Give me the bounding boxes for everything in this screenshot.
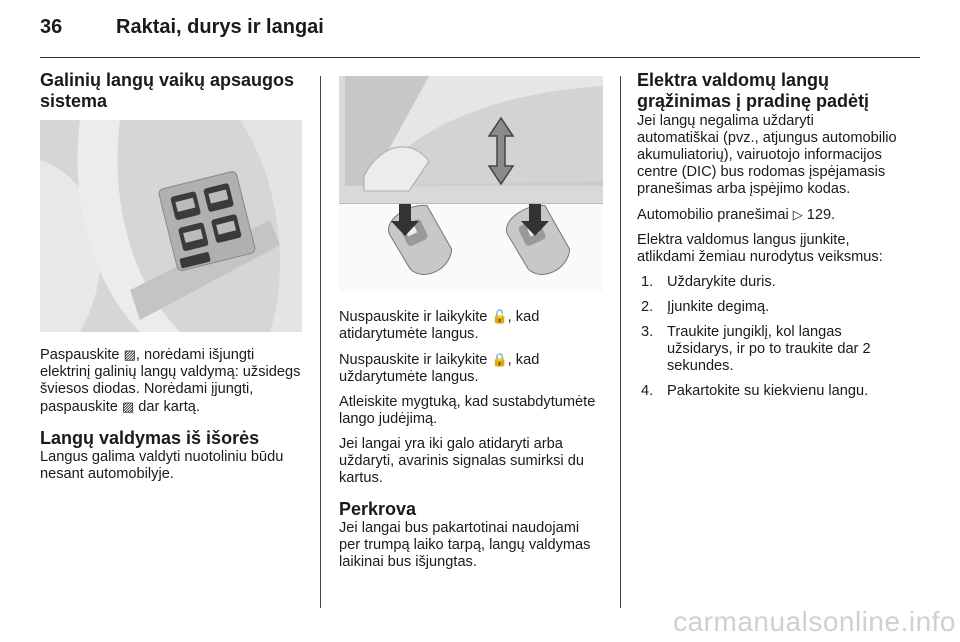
page-number: 36 [40,16,63,38]
column-1 [40,70,304,491]
window-lock-icon: ▨ [123,347,136,362]
paragraph-hazard-flash: Jei langai yra iki galo atidaryti arba uždaryti, avarinis signalas sumirksi du kartus. [339,436,584,486]
paragraph-child-lock: Paspauskite ▨, norėdami išjungti elektrinį galinių langų valdymą: užsidegs šviesos diodas. Norėdami įjungti, paspauskite ▨ dar kartą. [40,347,301,415]
section-heading-remote-control: Langų valdymas iš išorės [40,428,260,448]
paragraph-reset-warning: Jei langų negalima uždaryti automatiškai (pvz., atjungus automobilio akumuliatorių), vairuotojo informacijos centre (DIC) bus rodomas įspėjamasis pranešimas arba įspėjimo kodas. [637,113,897,197]
paragraph-vehicle-messages: Automobilio pranešimai ▷ 129. [637,207,836,223]
column-2 [339,70,604,579]
paragraph-close-windows: Nuspauskite ir laikykite 🔒, kad uždarytumėte langus. [339,352,540,385]
section-heading-window-reset: Elektra valdomų langų grąžinimas į pradinę padėtį [637,70,870,111]
door-panel-illustration [40,120,302,332]
paragraph-overload: Jei langai bus pakartotinai naudojami per trumpą laiko tarpą, langų valdymas laikinai bus išjungtas. [339,520,591,570]
paragraph-remote-control: Langus galima valdyti nuotoliniu būdu nesant automobilyje. [40,449,284,482]
key-remote-illustration [339,76,603,292]
watermark: carmanualsonline.info [673,606,956,637]
list-item: 4. Pakartokite su kiekvienu langu. [641,383,869,399]
window-and-keys-illustration [339,76,603,292]
reset-steps-list [637,274,899,400]
triangle-ref-icon: ▷ [792,207,803,222]
paragraph-stop-movement: Atleiskite mygtuką, kad sustabdytumėte lango judėjimą. [339,394,596,427]
section-heading-overload: Perkrova [339,499,417,519]
list-item: 1. Uždarykite duris. [641,274,776,290]
page-title: Raktai, durys ir langai [116,16,324,38]
window-lock-icon: ▨ [121,399,135,414]
paragraph-reset-intro: Elektra valdomus langus įjunkite, atlikdami žemiau nurodytus veiksmus: [637,232,883,265]
header-rule [40,57,920,58]
column-3 [637,70,899,408]
column-divider [320,76,321,608]
paragraph-open-windows: Nuspauskite ir laikykite 🔓, kad atidarytumėte langus. [339,309,540,342]
unlock-icon: 🔓 [491,309,508,324]
list-item: 3. Traukite jungiklį, kol langas užsidarys, ir po to traukite dar 2 sekundes. [641,324,871,374]
lock-icon: 🔒 [491,352,508,367]
window-switch-illustration [40,120,302,332]
page-header [40,16,324,52]
section-heading-child-lock: Galinių langų vaikų apsaugos sistema [40,70,295,111]
column-divider [620,76,621,608]
list-item: 2. Įjunkite degimą. [641,299,770,315]
